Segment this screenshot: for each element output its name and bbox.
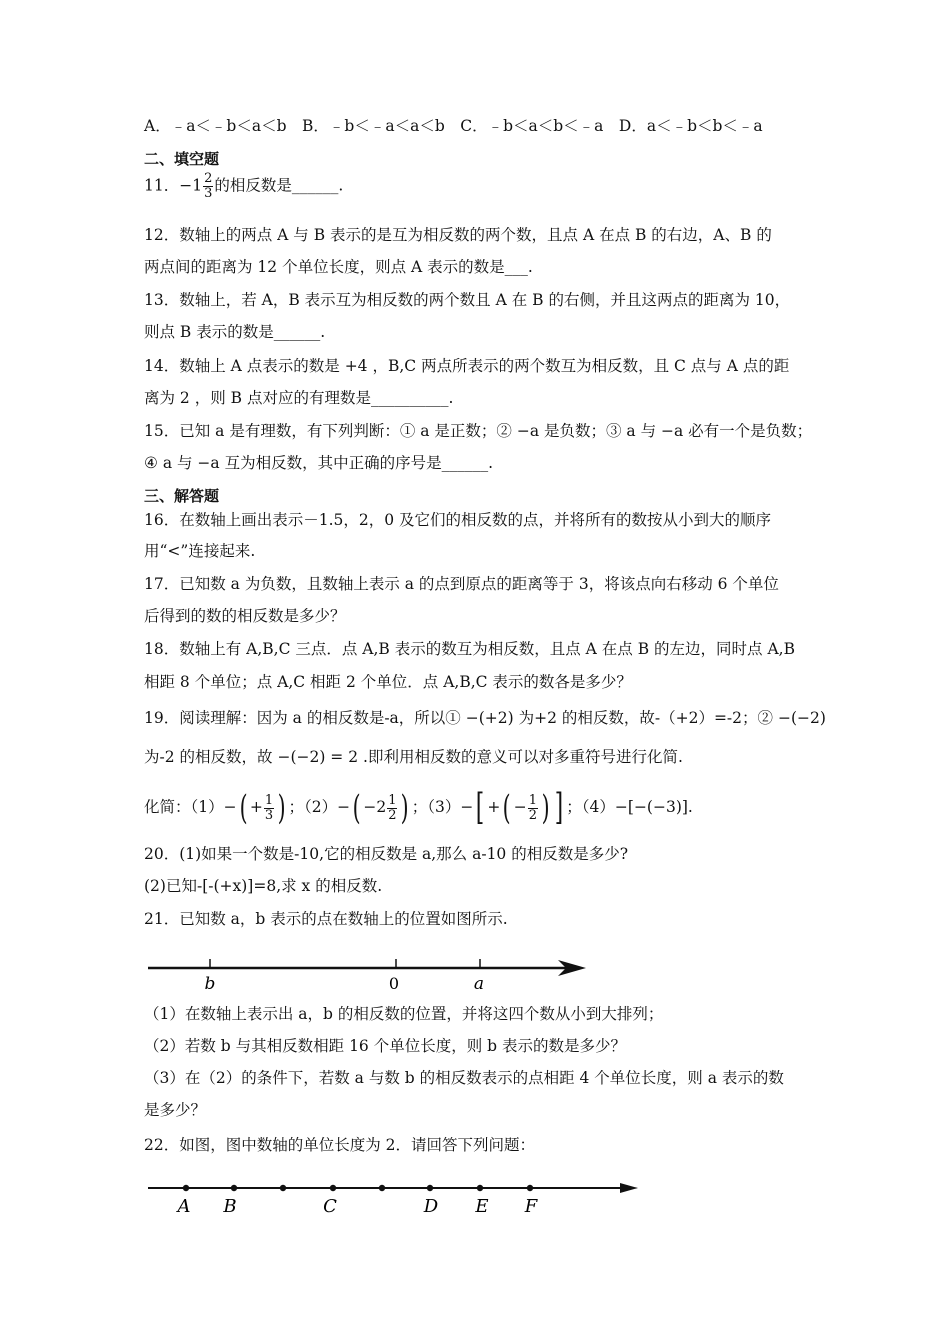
q19b-frac1 (264, 794, 274, 823)
q22-label-f: F (524, 1196, 538, 1217)
q22-point-unlabeled-2 (379, 1185, 385, 1191)
q21-label-0: 0 (388, 974, 400, 993)
q19b-expr4: −[−(−3)]. (614, 798, 693, 816)
section-answer: 三、解答题 (144, 487, 220, 505)
q19-simplify: 化简：（1）−( + $\frac{1}{3}$ ) ；（2）−( −2 $\frac{1}{2}$ ) ；（3）−[ +( − $\frac{1}{2}$ ) ] ；（4）−[−(−3)]. (144, 787, 693, 828)
q13-line2: 则点 B 表示的数是______. (144, 323, 326, 341)
q22-point-a (183, 1185, 189, 1191)
q16-line1: 16．在数轴上画出表示－1.5，2，0 及它们的相反数的点，并将所有的数按从小到大的顺序 (144, 511, 772, 529)
q11-frac-den: 3 (204, 186, 213, 201)
q21-sub3-line2: 是多少？ (144, 1101, 207, 1119)
q13-line1: 13．数轴上，若 A，B 表示互为相反数的两个数且 A 在 B 的右侧，并且这两点的距离为 10， (144, 291, 791, 309)
q22-point-unlabeled-1 (280, 1185, 286, 1191)
q22-axis-arrow (620, 1183, 638, 1193)
q12-line2: 两点间的距离为 12 个单位长度，则点 A 表示的数是___. (144, 258, 533, 276)
q14-line1: 14．数轴上 A 点表示的数是 +4 ，B,C 两点所表示的两个数互为相反数，且 C 点与 A 点的距 (144, 357, 790, 375)
q22-label-b: B (223, 1196, 237, 1217)
q22-point-b (231, 1185, 237, 1191)
q22-label-a: A (177, 1196, 191, 1217)
q20-line2: (2)已知-[-(+x)]=8,求 x 的相反数. (144, 877, 383, 895)
q22-point-d (427, 1185, 433, 1191)
q10-options: A．﹣a＜﹣b＜a＜b B．﹣b＜﹣a＜a＜b C．﹣b＜a＜b＜﹣a D．a＜﹣b＜b＜﹣a (144, 117, 763, 135)
q22-label-d: D (423, 1196, 439, 1217)
q19b-frac1-num: 1 (264, 792, 274, 808)
q15-line2: ④ a 与 −a 互为相反数，其中正确的序号是______. (144, 454, 494, 472)
q19b-part4: ；（4） (566, 798, 615, 816)
q21-label-b: b (204, 974, 216, 994)
q21-line1: 21．已知数 a，b 表示的点在数轴上的位置如图所示. (144, 910, 508, 928)
q22-point-e (477, 1185, 483, 1191)
q19b-label: 化简： (144, 798, 191, 816)
q11-text: 的相反数是______. (214, 176, 344, 195)
q21-number-line (140, 948, 600, 994)
q14-line2: 离为 2 ，则 B 点对应的有理数是__________. (144, 389, 454, 407)
section-fill-in: 二、填空题 (144, 150, 220, 168)
q19b-frac3 (528, 794, 538, 823)
q11 (144, 172, 343, 201)
q21-sub1: （1）在数轴上表示出 a，b 的相反数的位置，并将这四个数从小到大排列； (144, 1005, 664, 1023)
q19b-frac3-den: 2 (528, 807, 537, 823)
q19-line1: 19．阅读理解：因为 a 的相反数是-a，所以① −(+2) 为+2 的相反数，故-（+2）=-2；② −(−2) (144, 709, 826, 727)
q19b-part2: ；（2） (288, 798, 338, 816)
q12-line1: 12．数轴上的两点 A 与 B 表示的是互为相反数的两个数，且点 A 在点 B 的右边，A、B 的 (144, 226, 772, 244)
q17-line1: 17．已知数 a 为负数，且数轴上表示 a 的点到原点的距离等于 3，将该点向右移动 6 个单位 (144, 575, 779, 593)
q19b-frac3-num: 1 (528, 792, 537, 808)
q18-line1: 18．数轴上有 A,B,C 三点．点 A,B 表示的数互为相反数，且点 A 在点 B 的左边，同时点 A,B (144, 640, 795, 658)
q22-line1: 22．如图，图中数轴的单位长度为 2．请回答下列问题： (144, 1136, 536, 1154)
q21-label-a: a (473, 974, 485, 994)
q19b-frac2 (387, 794, 397, 823)
q20-line1: 20．(1)如果一个数是-10,它的相反数是 a,那么 a-10 的相反数是多少? (144, 845, 629, 863)
q22-label-c: C (323, 1196, 337, 1217)
q19b-frac2-den: 2 (388, 807, 397, 823)
q19b-frac1-den: 3 (264, 807, 274, 823)
q11-fraction (203, 172, 213, 201)
q22-point-f (527, 1185, 533, 1191)
q19b-part3: ；（3） (411, 798, 461, 816)
q11-number: 11． (144, 176, 180, 195)
q22-point-c (330, 1185, 336, 1191)
q19b-frac2-num: 1 (388, 792, 397, 808)
q19-line2: 为-2 的相反数，故 −(−2) = 2 .即利用相反数的意义可以对多重符号进行化简. (144, 748, 683, 766)
q11-prefix: −1 (179, 176, 203, 195)
q22-label-e: E (475, 1196, 489, 1217)
q17-line2: 后得到的数的相反数是多少？ (144, 607, 346, 625)
q16-line2: 用“<”连接起来. (144, 542, 256, 560)
q21-sub3-line1: （3）在（2）的条件下，若数 a 与数 b 的相反数表示的点相距 4 个单位长度，则 a 表示的数 (144, 1069, 784, 1087)
q19b-part1: （1） (190, 798, 224, 816)
q22-number-line (140, 1174, 650, 1224)
q21-sub2: （2）若数 b 与其相反数相距 16 个单位长度，则 b 表示的数是多少？ (144, 1037, 626, 1055)
q11-frac-num: 2 (204, 171, 213, 186)
q18-line2: 相距 8 个单位；点 A,C 相距 2 个单位．点 A,B,C 表示的数各是多少？ (144, 673, 632, 691)
q15-line1: 15．已知 a 是有理数，有下列判断：① a 是正数；② −a 是负数；③ a 与 −a 必有一个是负数； (144, 422, 813, 440)
